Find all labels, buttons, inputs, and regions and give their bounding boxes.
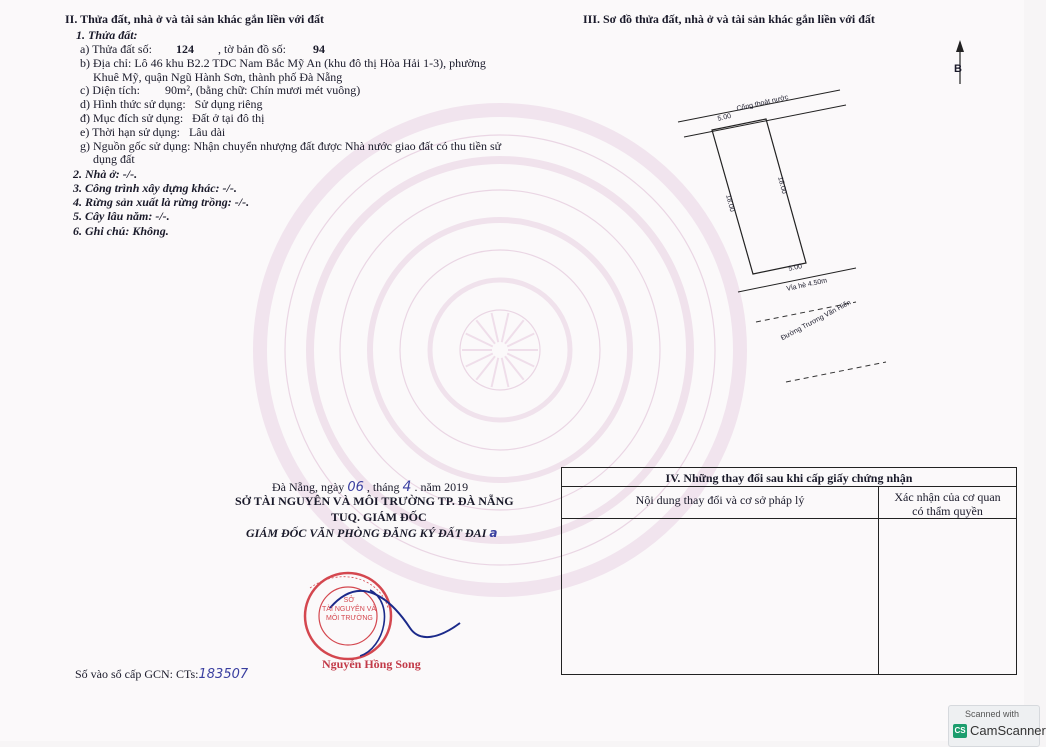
map-sheet-number: 94 [312, 42, 325, 56]
change-content-cell [562, 519, 879, 675]
left-length-label: 18.00 [724, 194, 736, 213]
camscanner-watermark [948, 705, 1046, 747]
camscanner-logo-icon: CS [953, 724, 967, 738]
date-month: 4 [402, 479, 412, 495]
use-term-value: Lâu dài [188, 125, 226, 139]
watermark-brand: CamScanner [970, 723, 1046, 738]
land-office-line [246, 526, 497, 541]
stamp-line-1: SỞ [343, 597, 355, 604]
use-purpose-value: Đất ở tại đô thị [192, 111, 265, 125]
notes-item: 6. Ghi chú: Không. [73, 224, 169, 238]
drum-ray [502, 358, 509, 387]
perennial-trees-item: 5. Cây lâu năm: -/-. [73, 209, 170, 223]
authority-confirmation-header [879, 487, 1017, 519]
land-office-title: GIÁM ĐỐC VĂN PHÒNG ĐĂNG KÝ ĐẤT ĐAI [246, 526, 487, 540]
department-line: SỞ TÀI NGUYÊN VÀ MÔI TRƯỜNG TP. ĐÀ NẴNG [235, 494, 514, 508]
use-purpose-row [80, 111, 265, 126]
address-line-2: Khuê Mỹ, quận Ngũ Hành Sơn, thành phố Đà Nẵng [93, 70, 343, 84]
other-construction-item: 3. Công trình xây dựng khác: -/-. [73, 181, 237, 195]
date-prefix: Đà Nẵng, ngày [272, 480, 345, 494]
drain-label: Cống thoát nước [736, 94, 790, 113]
bottom-width-label: 5.00 [788, 263, 803, 273]
drum-ray [502, 313, 509, 342]
parcel-title: 1. Thửa đất: [76, 28, 138, 42]
registry-label: Số vào sổ cấp GCN: CTs: [75, 667, 199, 681]
changes-table [561, 467, 1017, 675]
street-label: Đường Trương Văn Hiến [780, 299, 853, 343]
top-width-label: 5.00 [717, 112, 732, 123]
house-item: 2. Nhà ở: -/-. [73, 167, 138, 181]
issue-date [272, 479, 468, 495]
change-content-header: Nội dung thay đổi và cơ sở pháp lý [562, 487, 879, 519]
land-office-mark: a [489, 526, 498, 540]
origin-line-1: g) Nguồn gốc sử dụng: Nhận chuyển nhượng đất được Nhà nước giao đất có thu tiền sử [80, 139, 502, 153]
use-form-value: Sử dụng riêng [194, 97, 263, 111]
north-label: B [954, 63, 962, 75]
right-length-label: 18.00 [776, 176, 788, 195]
origin-line-2: dụng đất [93, 152, 135, 166]
use-purpose-label: đ) Mục đích sử dụng: [80, 111, 184, 125]
tuq-line: TUQ. GIÁM ĐỐC [331, 510, 427, 524]
sidewalk-label: Vỉa hè 4.50m [786, 277, 828, 293]
watermark-scanned-text: Scanned with [965, 709, 1020, 719]
parcel-number: 124 [175, 42, 194, 56]
map-sheet-label: , tờ bản đồ số: [217, 42, 286, 56]
registry-number: 183507 [198, 667, 249, 682]
section-iii-heading: III. Sơ đồ thửa đất, nhà ở và tài sản khác gắn liền với đất [583, 12, 875, 26]
authority-header-line-1: Xác nhận của cơ quan [894, 490, 1001, 504]
signer-name: Nguyễn Hồng Song [322, 657, 421, 671]
use-form-label: d) Hình thức sử dụng: [80, 97, 186, 111]
date-month-label: , tháng [366, 480, 400, 494]
parcel-number-label: a) Thửa đất số: [80, 42, 152, 56]
area-value: 90m², (bằng chữ: Chín mươi mét vuông) [164, 83, 361, 97]
parcel-sketch-diagram [660, 40, 900, 400]
use-term-label: e) Thời hạn sử dụng: [80, 125, 180, 139]
registry-row [75, 667, 248, 682]
stamp-line-2: TÀI NGUYÊN VÀ [322, 606, 377, 613]
authority-header-line-2: có thẩm quyền [912, 504, 983, 518]
drum-ray [492, 313, 499, 342]
area-label: c) Diện tích: [80, 83, 140, 97]
authority-confirmation-cell [879, 519, 1017, 675]
date-year: . năm 2019 [414, 480, 469, 494]
date-day: 06 [347, 480, 364, 495]
area-row [80, 83, 360, 98]
drum-ray [492, 358, 499, 387]
use-term-row [80, 125, 225, 140]
section-iv-heading: IV. Những thay đổi sau khi cấp giấy chứng nhận [562, 468, 1017, 487]
forest-item: 4. Rừng sản xuất là rừng trồng: -/-. [73, 195, 250, 209]
address-line-1: b) Địa chỉ: Lô 46 khu B2.2 TDC Nam Bắc Mỹ An (khu đô thị Hòa Hải 1-3), phường [80, 56, 486, 70]
use-form-row [80, 97, 263, 112]
section-ii-heading: II. Thửa đất, nhà ở và tài sản khác gắn liền với đất [65, 12, 325, 26]
parcel-number-row [80, 42, 349, 57]
stamp-line-3: MÔI TRƯỜNG [326, 615, 373, 622]
